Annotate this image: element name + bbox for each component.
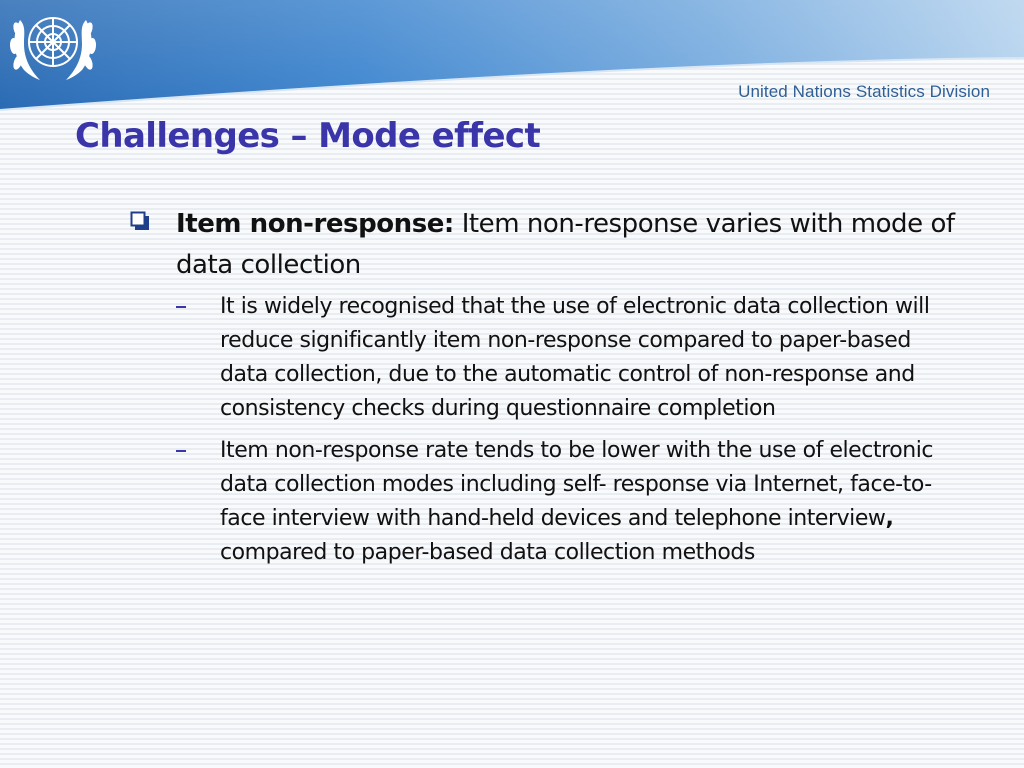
bullet-text: Item non-response varies with mode of data collection [176,209,955,280]
header-banner [0,0,1024,118]
sub-bullet-text-after: compared to paper-based data collection methods [220,540,755,565]
sub-bullet-list [128,290,988,570]
bullet-lead: Item non-response: [176,209,454,239]
checkbox-icon [130,211,150,231]
organization-name: United Nations Statistics Division [738,82,990,101]
sub-bullet-text: It is widely recognised that the use of electronic data collection will reduce significantly item non-response compared to paper-based data collection, due to the automatic control of non-response and consistency checks during questionnaire completion [220,294,930,421]
dash-icon [176,450,186,452]
slide-content [128,204,988,578]
sub-bullet-comma: , [885,506,894,531]
slide-title: Challenges – Mode effect [75,116,541,156]
un-emblem-icon [0,0,106,90]
sub-bullet-item [220,290,965,426]
sub-bullet-item [220,434,965,570]
sub-bullet-text-before: Item non-response rate tends to be lower with the use of electronic data collection modes including self- response via Internet, face-to-face interview with hand-held devices and telephone interview [220,438,934,531]
bullet-item [128,204,988,286]
dash-icon [176,306,186,308]
